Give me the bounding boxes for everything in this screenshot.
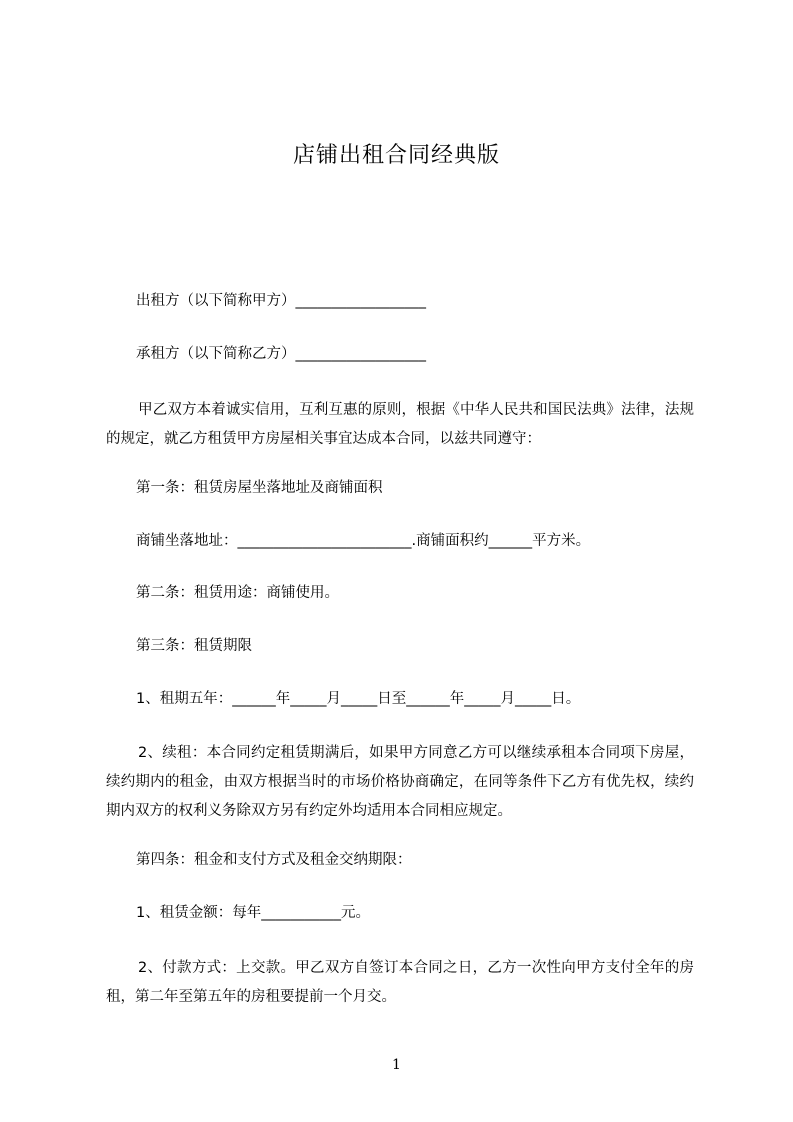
article3-renewal-text: 2、续租：本合同约定租赁期满后，如果甲方同意乙方可以继续承租本合同项下房屋，续约期内的租金，由双方根据当时的市场价格协商确定，在同等条件下乙方有优先权，续约期内双方的权利义务除双方另有约定外均适用本合同相应规定。 (106, 745, 694, 819)
article3-term-line: 1、租期五年：______年_____月_____日至______年_____月_____日。 (136, 691, 581, 707)
lessor-line: 出租方（以下简称甲方）__________________ (136, 293, 426, 309)
article4-payment-paragraph (106, 954, 694, 1012)
document-title: 店铺出租合同经典版 (292, 143, 500, 168)
page-number: 1 (392, 1057, 401, 1073)
article4-amount-line: 1、租赁金额：每年___________元。 (136, 905, 370, 921)
preamble-paragraph (106, 396, 694, 454)
article3-renewal-paragraph (106, 739, 694, 826)
article3-title: 第三条：租赁期限 (136, 638, 252, 654)
article2-line: 第二条：租赁用途：商铺使用。 (136, 585, 339, 601)
preamble-text: 甲乙双方本着诚实信用，互利互惠的原则，根据《中华人民共和国民法典》法律，法规的规定，就乙方租赁甲方房屋相关事宜达成本合同，以兹共同遵守： (106, 402, 694, 447)
article1-title: 第一条：租赁房屋坐落地址及商铺面积 (136, 480, 383, 496)
article4-payment-text: 2、付款方式：上交款。甲乙双方自签订本合同之日，乙方一次性向甲方支付全年的房租，第二年至第五年的房租要提前一个月交。 (106, 960, 694, 1005)
article4-title: 第四条：租金和支付方式及租金交纳期限： (136, 852, 412, 868)
article1-address-line: 商铺坐落地址：________________________.商铺面积约______平方米。 (136, 533, 591, 549)
lessee-line: 承租方（以下简称乙方）__________________ (136, 346, 426, 362)
